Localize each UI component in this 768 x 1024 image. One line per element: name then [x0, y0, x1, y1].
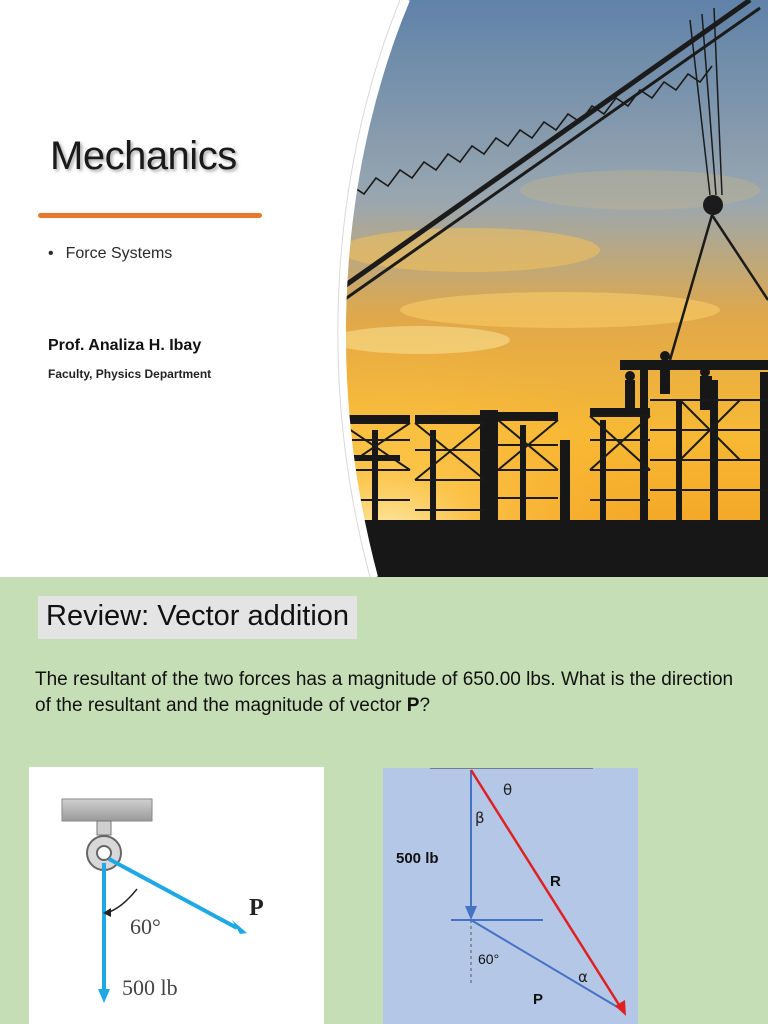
vector-p-label: P [533, 991, 544, 1008]
bullet-item [48, 245, 172, 263]
resultant-label: R [550, 873, 561, 890]
alpha-label: α [578, 968, 588, 986]
author-department: Faculty, Physics Department [48, 367, 212, 381]
force-500-label: 500 lb [122, 975, 178, 1000]
resultant-line [471, 770, 621, 1008]
force-p-arrow [109, 859, 237, 928]
vector-500-arrowhead [465, 906, 477, 920]
eyelet-hole [97, 846, 111, 860]
force-500-arrowhead [98, 989, 110, 1003]
question-text-part2: ? [419, 695, 431, 716]
review-heading: Review: Vector addition [38, 596, 357, 639]
author-name: Prof. Analiza H. Ibay [48, 337, 202, 354]
theta-label: θ [503, 781, 513, 799]
bullet-dot-icon: • [48, 245, 54, 262]
force-p-label: P [249, 895, 264, 921]
angle-60-label: 60° [478, 951, 500, 967]
beta-label: β [475, 809, 485, 827]
vector-500-label: 500 lb [396, 850, 439, 867]
support-ceiling [62, 799, 152, 821]
bracket [97, 821, 111, 835]
slide-title: Mechanics [50, 134, 237, 178]
review-slide [0, 577, 768, 1024]
vector-triangle-svg [383, 768, 638, 1024]
force-diagram-figure [29, 767, 324, 1024]
angle-label: 60° [130, 914, 161, 939]
question-text-part1: The resultant of the two forces has a magnitude of 650.00 lbs. What is the direction of the resultant and the magnitude of vector [35, 669, 734, 716]
force-diagram-svg [29, 767, 324, 1024]
question-text-bold: P [406, 695, 420, 716]
vector-triangle-figure [383, 768, 638, 1024]
title-underline [38, 213, 262, 218]
bullet-text: Force Systems [65, 245, 173, 262]
question-text [35, 667, 735, 719]
